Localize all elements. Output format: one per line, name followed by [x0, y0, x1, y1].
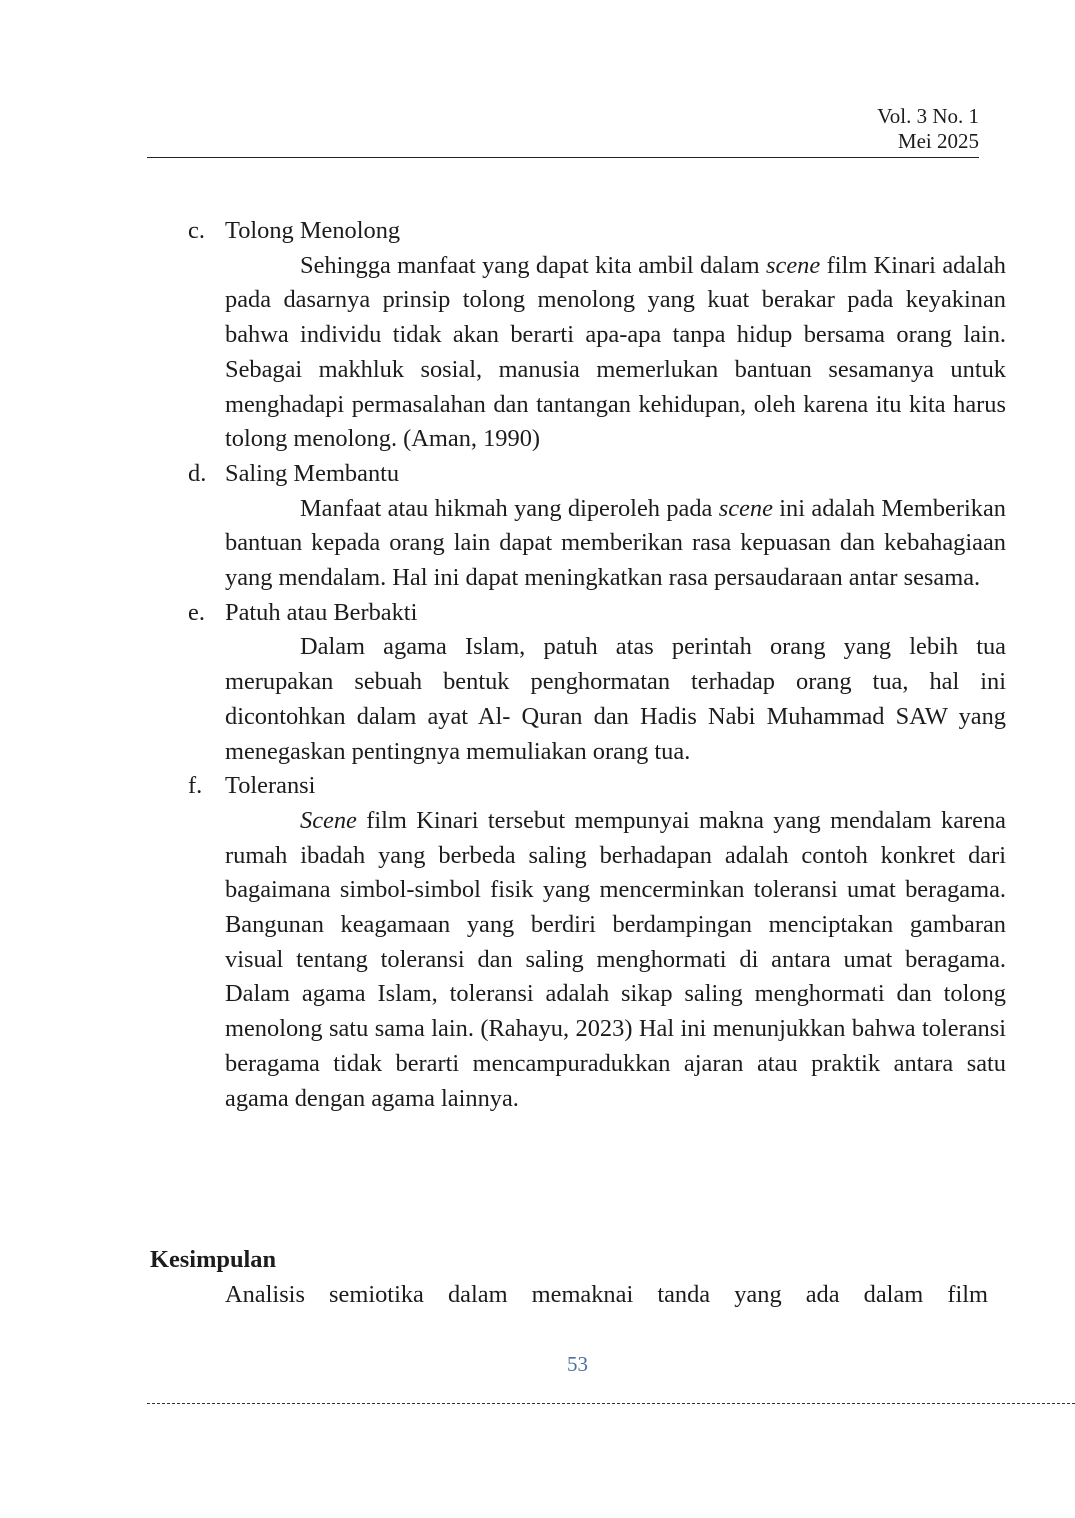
italic-run: Scene [300, 806, 357, 834]
journal-volume: Vol. 3 No. 1 [877, 104, 979, 128]
italic-run: scene [766, 251, 821, 279]
list-item-e [188, 596, 1006, 770]
item-letter: e. [188, 598, 205, 626]
list-item-d [188, 457, 1006, 596]
item-title: Patuh atau Berbakti [225, 598, 418, 626]
list-item-f [188, 769, 1006, 1116]
text-run: Sehingga manfaat yang dapat kita ambil dalam [300, 251, 767, 279]
item-paragraph [225, 249, 1006, 457]
running-header [877, 104, 979, 154]
item-title: Tolong Menolong [225, 217, 401, 244]
item-list [188, 214, 1006, 1116]
item-title: Toleransi [225, 772, 316, 800]
item-letter: f. [188, 772, 203, 800]
text-run: ini adalah Memberikan bantuan kepada orang lain dapat memberikan rasa kepuasan dan kebahagiaan yang mendalam. Hal ini dapat meningkatkan rasa persaudaraan antar sesama. [225, 494, 1006, 592]
text-run: Dalam agama Islam, patuh atas perintah orang yang lebih tua merupakan sebuah bentuk penghormatan terhadap orang tua, hal ini dicontohkan dalam ayat Al- Quran dan Hadis Nabi Muhammad SAW yang menegaskan pentingnya memuliakan orang tua. [225, 633, 1006, 765]
journal-date: Mei 2025 [897, 129, 979, 153]
item-letter: c. [188, 217, 205, 244]
section-paragraph: Analisis semiotika dalam memaknai tanda yang ada dalam film [225, 1280, 988, 1308]
text-run: film Kinari tersebut mempunyai makna yang mendalam karena rumah ibadah yang berbeda saling berhadapan adalah contoh konkret dari bagaimana simbol-simbol fisik yang mencerminkan toleransi umat beragama. Bangunan keagamaan yang berdiri berdampingan menciptakan gambaran visual tentang toleransi dan saling menghormati di antara umat beragama. Dalam agama Islam, toleransi adalah sikap saling menghormati dan tolong menolong satu sama lain. (Rahayu, 2023) Hal ini menunjukkan bahwa toleransi beragama tidak berarti mencampuradukkan ajaran atau praktik antara satu agama dengan agama lainnya. [225, 806, 1006, 1112]
page-number: 53 [567, 1352, 588, 1376]
item-paragraph [225, 804, 1006, 1116]
item-paragraph [225, 630, 1006, 769]
text-run: film Kinari adalah pada dasarnya prinsip tolong menolong yang kuat berakar pada keyakinan bahwa individu tidak akan berarti apa-apa tanpa hidup bersama orang lain. Sebagai makhluk sosial, manusia memerlukan bantuan sesamanya untuk menghadapi permasalahan dan tantangan kehidupan, oleh karena itu kita harus tolong menolong. (Aman, 1990) [225, 251, 1006, 453]
item-title: Saling Membantu [225, 459, 400, 487]
section-heading: Kesimpulan [150, 1246, 277, 1273]
item-letter: d. [188, 459, 207, 487]
item-paragraph [225, 492, 1006, 596]
list-item-c [188, 214, 1006, 457]
footer-divider [147, 1403, 1075, 1404]
header-divider [147, 157, 979, 158]
italic-run: scene [718, 494, 773, 522]
conclusion-section [150, 1243, 1006, 1312]
text-run: Manfaat atau hikmah yang diperoleh pada [300, 494, 719, 522]
